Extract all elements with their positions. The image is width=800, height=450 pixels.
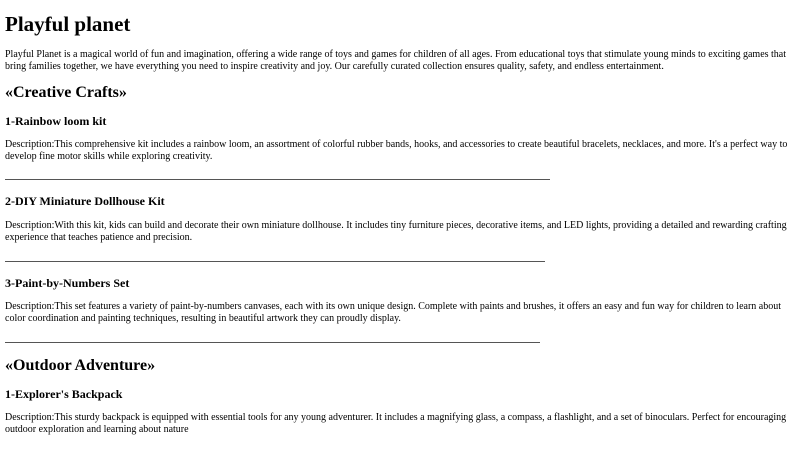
product-title-rainbow-loom-kit: 1-Rainbow loom kit [5, 114, 107, 128]
product-description-miniature-dollhouse-kit: Description:With this kit, kids can build and decorate their own miniature dollhouse. It includes tiny furniture pieces, decorative items, and LED lights, providing a detailed and rewarding crafting experience that teaches patience and precision. [5, 220, 787, 243]
section-heading-creative-crafts: «Creative Crafts» [5, 84, 127, 101]
product-description-explorers-backpack: Description:This sturdy backpack is equipped with essential tools for any young adventurer. It includes a magnifying glass, a compass, a flashlight, and a set of binoculars. Perfect for encouraging outdoor exploration and learning about nature [5, 412, 787, 435]
product-title-miniature-dollhouse-kit: 2-DIY Miniature Dollhouse Kit [5, 194, 165, 208]
divider [5, 342, 540, 343]
divider [5, 261, 545, 262]
product-title-explorers-backpack: 1-Explorer's Backpack [5, 387, 123, 401]
product-description-rainbow-loom-kit: Description:This comprehensive kit includes a rainbow loom, an assortment of colorful rubber bands, hooks, and accessories to create beautiful bracelets, necklaces, and more. It's a perfect way to develop fine motor skills while exploring creativity. [5, 139, 788, 162]
section-heading-outdoor-adventure: «Outdoor Adventure» [5, 357, 156, 374]
product-description-paint-by-numbers-set: Description:This set features a variety of paint-by-numbers canvases, each with its own unique design. Complete with paints and brushes, it offers an easy and fun way for children to learn about color coordination and painting techniques, resulting in beautiful artwork they can proudly display. [5, 301, 781, 324]
page-title: Playful planet [5, 12, 131, 36]
product-title-paint-by-numbers-set: 3-Paint-by-Numbers Set [5, 276, 130, 290]
divider [5, 179, 550, 180]
intro-paragraph: Playful Planet is a magical world of fun and imagination, offering a wide range of toys and games for children of all ages. From educational toys that stimulate young minds to exciting games that bring families together, we have everything you need to inspire creativity and joy. Our carefully curated collection ensures quality, safety, and endless entertainment. [5, 49, 787, 72]
